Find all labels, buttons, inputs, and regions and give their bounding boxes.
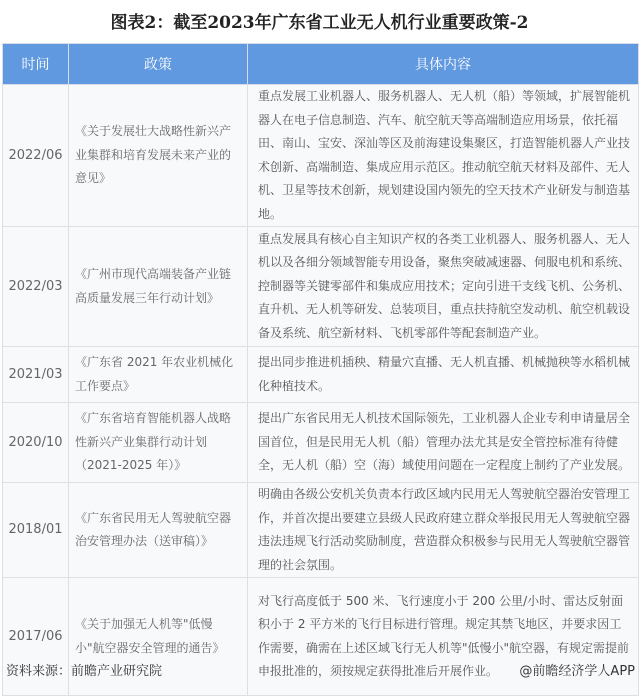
row-policy: 《关于加强无人机等"低慢小"航空器安全管理的通告》 [69, 578, 248, 696]
table-row [3, 227, 639, 347]
table-row [3, 85, 639, 227]
page-title: 图表2：截至2023年广东省工业无人机行业重要政策-2 [110, 13, 529, 33]
table-header-row [3, 44, 639, 85]
header-date: 时间 [3, 44, 69, 85]
credit-note: @前瞻经济学人APP [519, 664, 635, 679]
row-date: 2022/06 [3, 85, 69, 227]
row-content: 重点发展具有核心自主知识产权的各类工业机器人、服务机器人、无人机以及各细分领域智能专用设备，聚焦突破减速器、伺服电机和系统、控制器等关键零部件和集成应用技术；定向引进干支线飞机、公务机、直升机、无人机等研发、总装项目，重点扶持航空发动机、航空机载设备及系统、航空新材料、飞机零部件等配套制造产业。 [248, 227, 639, 347]
row-date: 2021/03 [3, 347, 69, 403]
source-note: 资料来源：前瞻产业研究院 [6, 664, 163, 679]
row-date: 2018/01 [3, 483, 69, 578]
row-content: 提出同步推进机插秧、精量穴直播、无人机直播、机械抛秧等水稻机械化种植技术。 [248, 347, 639, 403]
row-date: 2022/03 [3, 227, 69, 347]
row-content: 提出广东省民用无人机技术国际领先，工业机器人企业专利申请量居全国首位，但是民用无人机（船）管理办法尤其是安全管控标准有待健全，无人机（船）空（海）域使用问题在一定程度上制约了产业发展。 [248, 403, 639, 483]
table-row [3, 483, 639, 578]
table-row [3, 403, 639, 483]
row-content: 重点发展工业机器人、服务机器人、无人机（船）等领域，扩展智能机器人在电子信息制造、汽车、航空航天等高端制造应用场景，依托福田、南山、宝安、深汕等区及前海建设集聚区，打造智能机器人产业技术创新、高端制造、集成应用示范区。推动航空航天材料及部件、无人机、卫星等技术创新，规划建设国内领先的空天技术产业研发与制造基地。 [248, 85, 639, 227]
row-policy: 《广东省 2021 年农业机械化工作要点》 [69, 347, 248, 403]
row-policy: 《广东省民用无人驾驶航空器治安管理办法（送审稿）》 [69, 483, 248, 578]
row-policy: 《广东省培育智能机器人战略性新兴产业集群行动计划（2021-2025 年）》 [69, 403, 248, 483]
row-content: 明确由各级公安机关负责本行政区域内民用无人驾驶航空器治安管理工作，并首次提出要建立县级人民政府建立群众举报民用无人驾驶航空器违法违规飞行活动奖励制度，营造群众积极参与民用无人驾驶航空器管理的社会氛围。 [248, 483, 639, 578]
row-policy: 《广州市现代高端装备产业链高质量发展三年行动计划》 [69, 227, 248, 347]
row-policy: 《关于发展壮大战略性新兴产业集群和培育发展未来产业的意见》 [69, 85, 248, 227]
header-content: 具体内容 [248, 44, 639, 85]
row-date: 2017/06 [3, 578, 69, 696]
row-content: 对飞行高度低于 500 米、飞行速度小于 200 公里/小时、雷达反射面积小于 2 平方米的飞行目标进行管理。规定其禁飞地区，并要求因工作需要，确需在上述区域飞行无人机等"低慢小"航空器，有规定需提前申报批准的，须按规定获得批准后开展作业。 [248, 578, 639, 696]
row-date: 2020/10 [3, 403, 69, 483]
header-policy: 政策 [69, 44, 248, 85]
table-row [3, 347, 639, 403]
policy-table [2, 43, 639, 696]
